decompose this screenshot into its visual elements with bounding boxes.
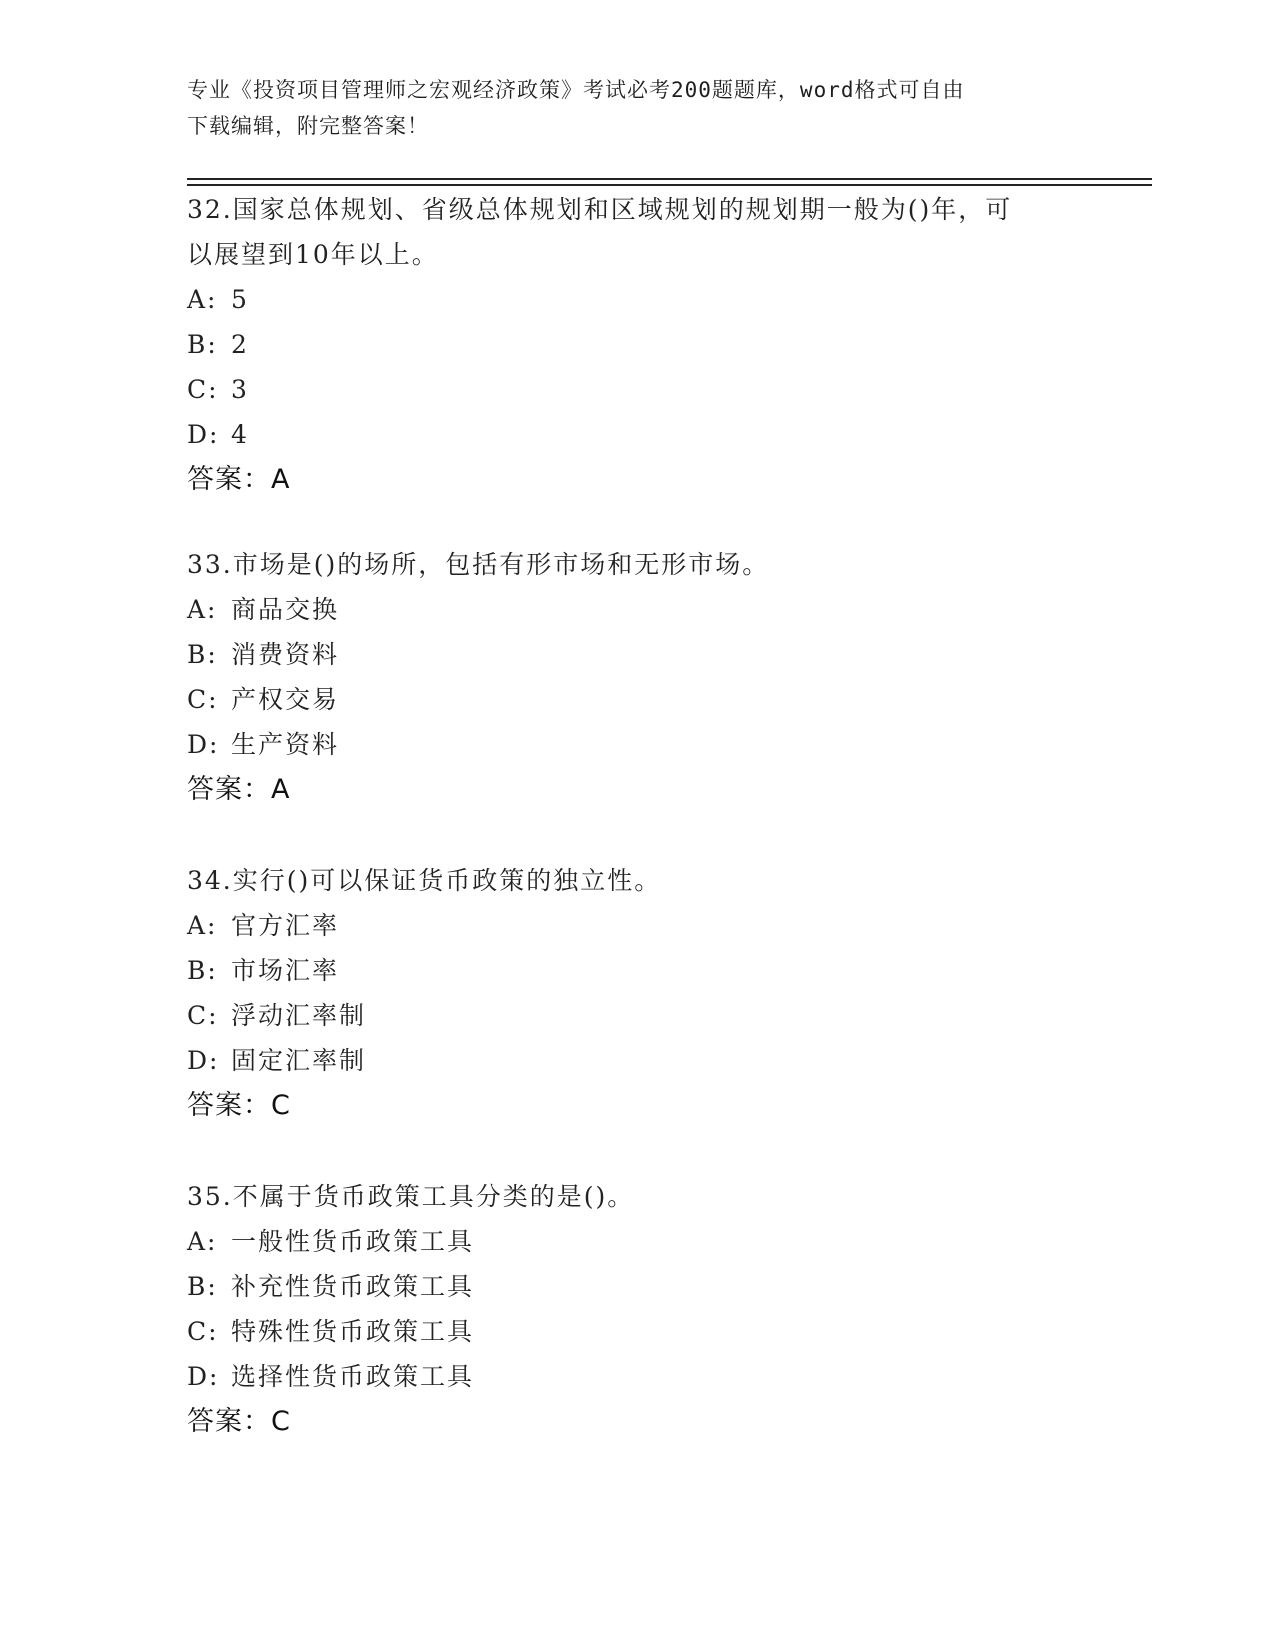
option-d: [187, 1354, 1087, 1399]
option-d: [187, 1038, 1087, 1083]
option-text: 2: [231, 330, 249, 359]
option-letter: B:: [187, 330, 218, 359]
option-text: 5: [231, 285, 249, 314]
option-text: 补充性货币政策工具: [231, 1272, 475, 1301]
option-letter: D:: [187, 420, 220, 449]
answer-label: 答案：C: [187, 1090, 291, 1121]
option-letter: B:: [187, 640, 218, 669]
option-c: [187, 367, 1087, 412]
option-letter: B:: [187, 956, 218, 985]
question-stem: [187, 187, 1087, 277]
option-a: [187, 903, 1087, 948]
option-text: 一般性货币政策工具: [231, 1227, 475, 1256]
option-text: 商品交换: [231, 595, 340, 624]
option-letter: D:: [187, 1046, 220, 1075]
option-letter: C:: [187, 1317, 219, 1346]
question-stem: [187, 542, 1087, 587]
option-letter: A:: [187, 595, 218, 624]
option-letter: A:: [187, 285, 218, 314]
option-letter: A:: [187, 911, 218, 940]
header-divider-top: [187, 178, 1152, 180]
option-text: 官方汇率: [231, 911, 340, 940]
question-stem-line: 34.实行()可以保证货币政策的独立性。: [187, 866, 662, 895]
question-32: [187, 187, 1087, 502]
option-d: [187, 722, 1087, 767]
answer-label: 答案：A: [187, 464, 291, 495]
option-text: 固定汇率制: [231, 1046, 367, 1075]
header-line-1: 专业《投资项目管理师之宏观经济政策》考试必考200题题库，word格式可自由: [187, 78, 965, 102]
option-letter: D:: [187, 730, 220, 759]
answer-label: 答案：C: [187, 1406, 291, 1437]
option-letter: C:: [187, 375, 219, 404]
option-b: [187, 632, 1087, 677]
question-stem-line: 33.市场是()的场所，包括有形市场和无形市场。: [187, 550, 770, 579]
document-header: [187, 72, 1067, 144]
option-text: 生产资料: [231, 730, 340, 759]
option-text: 选择性货币政策工具: [231, 1362, 475, 1391]
option-letter: A:: [187, 1227, 218, 1256]
question-35: [187, 1174, 1087, 1444]
option-b: [187, 1264, 1087, 1309]
header-divider-bottom: [187, 184, 1152, 186]
question-stem: [187, 1174, 1087, 1219]
answer-label: 答案：A: [187, 774, 291, 805]
option-letter: C:: [187, 685, 219, 714]
option-b: [187, 948, 1087, 993]
option-text: 消费资料: [231, 640, 340, 669]
option-text: 市场汇率: [231, 956, 340, 985]
option-text: 产权交易: [231, 685, 340, 714]
option-a: [187, 1219, 1087, 1264]
option-letter: B:: [187, 1272, 218, 1301]
option-text: 4: [231, 420, 249, 449]
option-a: [187, 277, 1087, 322]
option-letter: C:: [187, 1001, 219, 1030]
option-c: [187, 1309, 1087, 1354]
option-d: [187, 412, 1087, 457]
option-a: [187, 587, 1087, 632]
option-text: 浮动汇率制: [231, 1001, 367, 1030]
question-stem: [187, 858, 1087, 903]
option-letter: D:: [187, 1362, 220, 1391]
option-c: [187, 677, 1087, 722]
question-stem-line: 35.不属于货币政策工具分类的是()。: [187, 1182, 635, 1211]
header-line-2: 下载编辑，附完整答案！: [187, 114, 429, 138]
question-stem-line: 以展望到10年以上。: [187, 240, 439, 269]
option-text: 特殊性货币政策工具: [231, 1317, 475, 1346]
question-33: [187, 542, 1087, 812]
option-b: [187, 322, 1087, 367]
question-stem-line: 32.国家总体规划、省级总体规划和区域规划的规划期一般为()年，可: [187, 195, 1013, 224]
question-34: [187, 858, 1087, 1128]
option-c: [187, 993, 1087, 1038]
option-text: 3: [231, 375, 249, 404]
